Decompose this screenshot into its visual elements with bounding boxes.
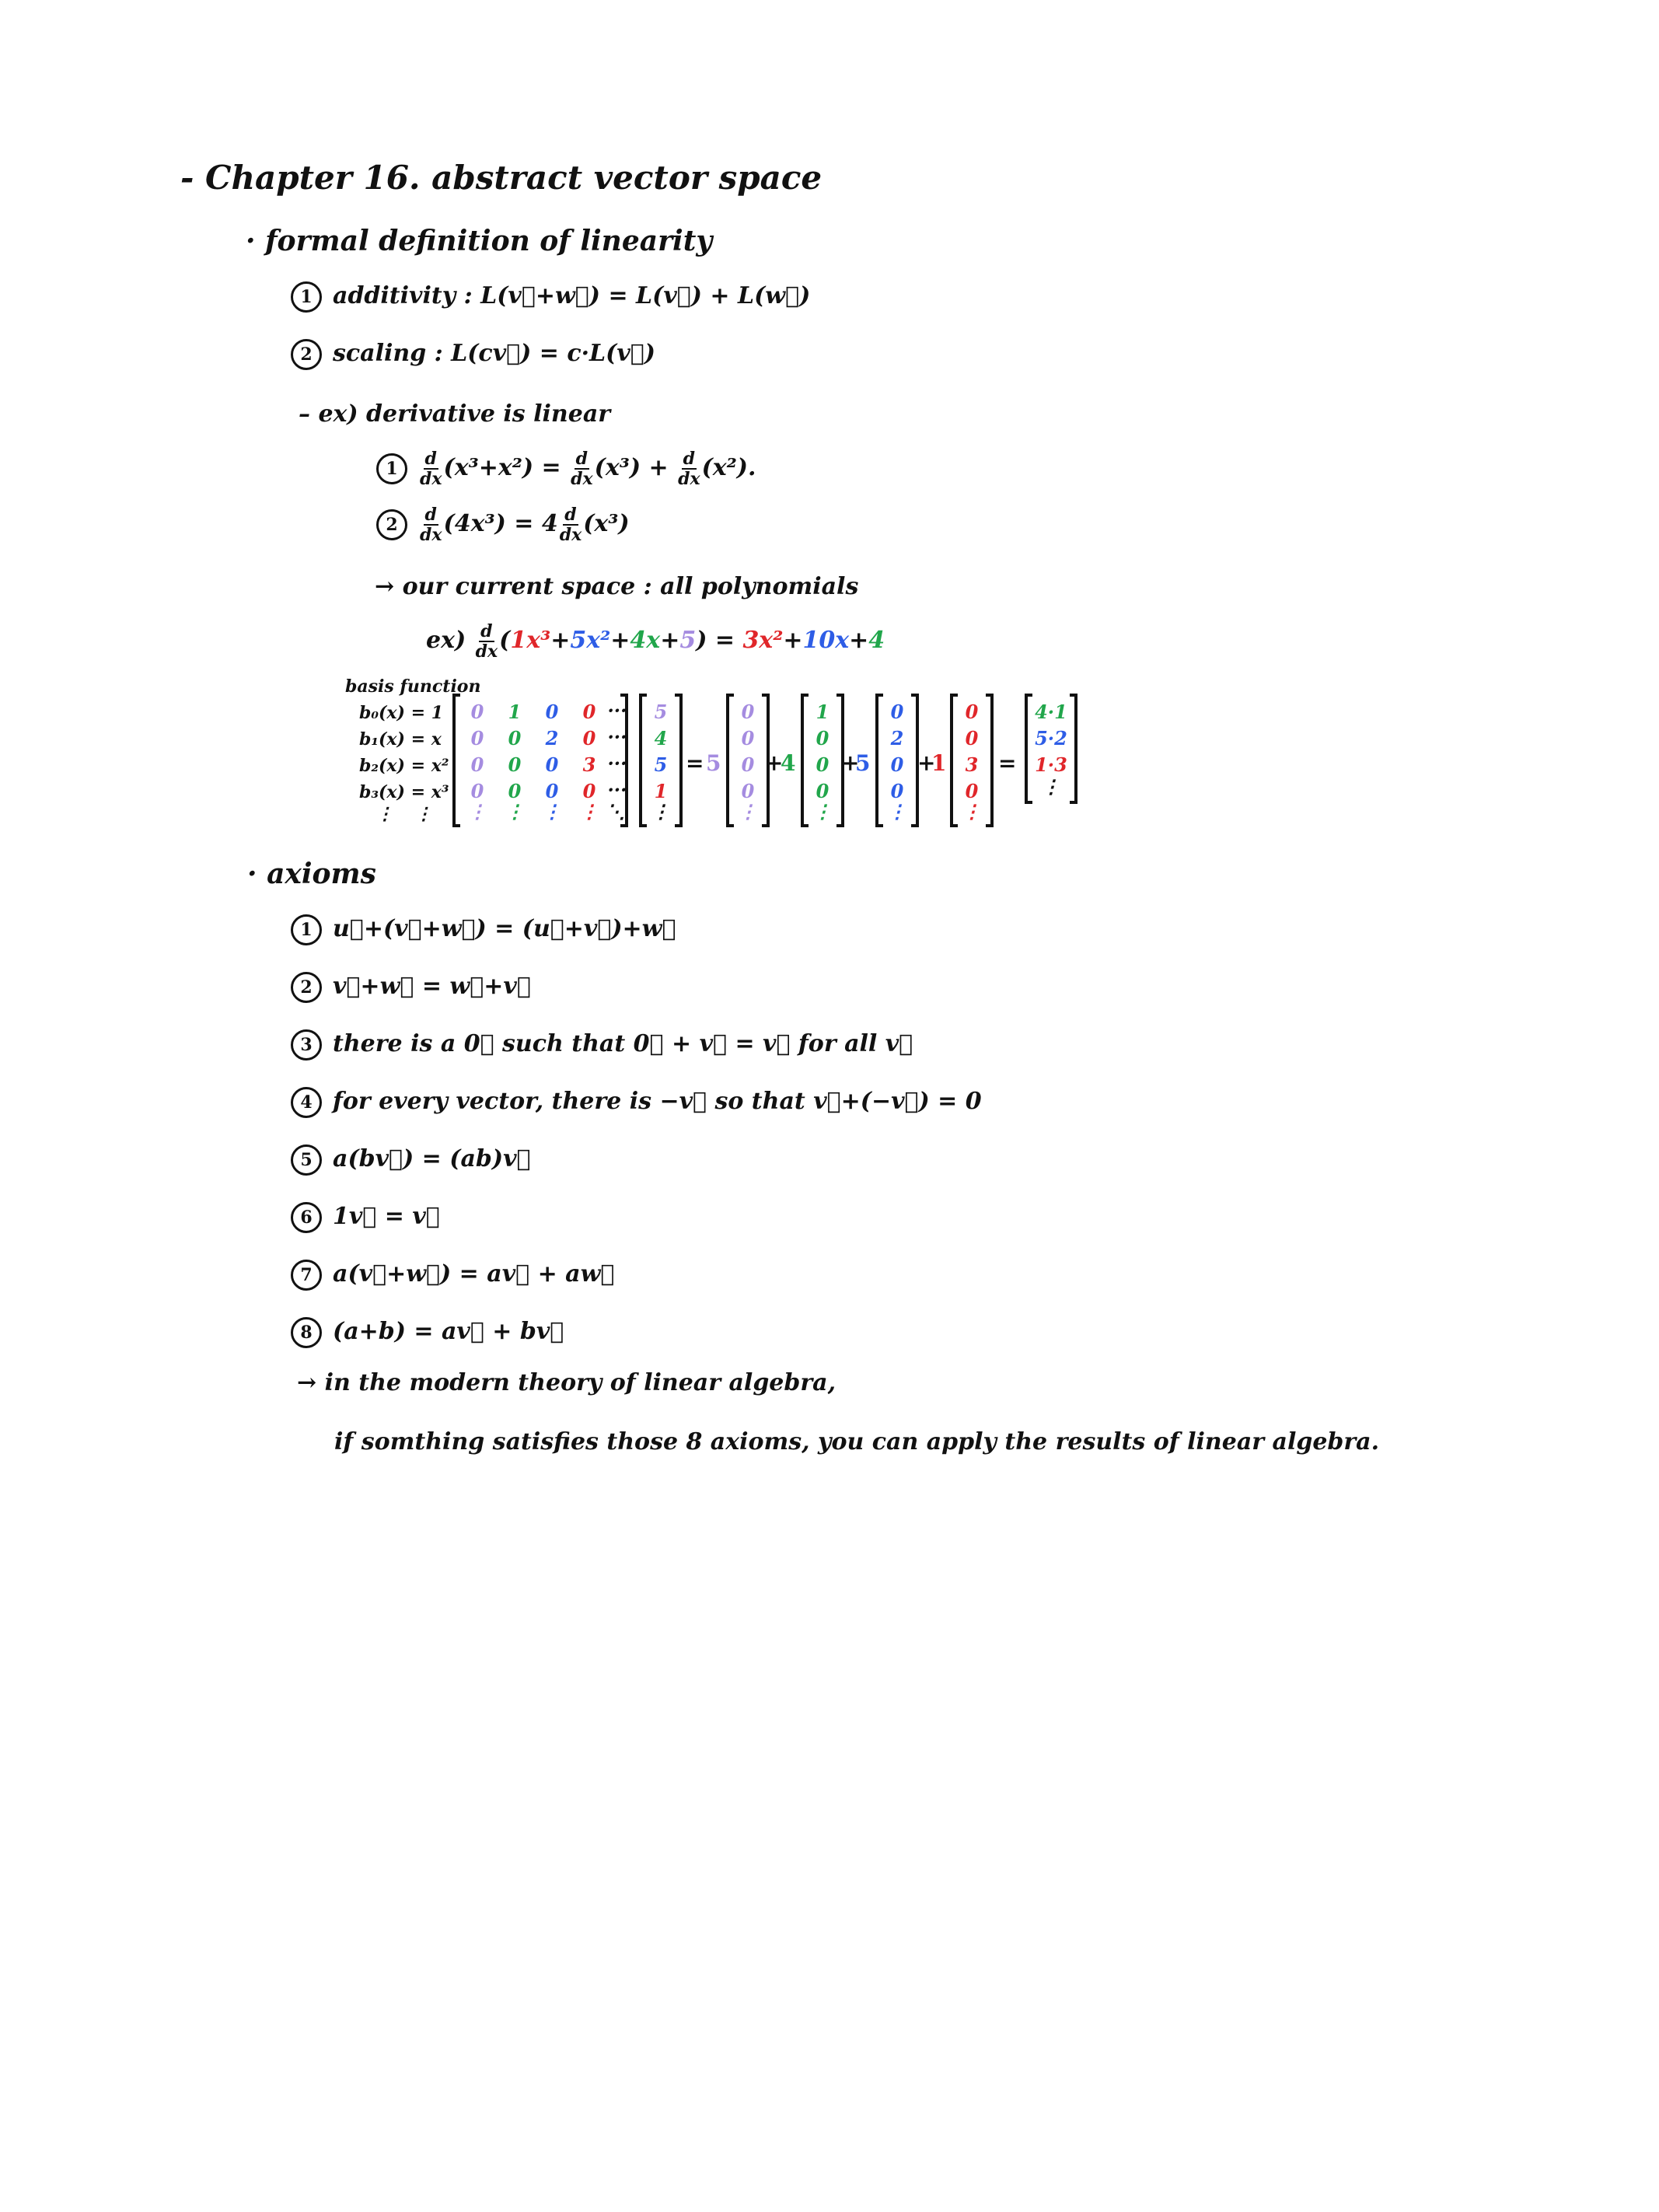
matrix-cell: 0 bbox=[508, 753, 522, 776]
number-badge: 3 bbox=[291, 1029, 322, 1061]
derivative-example-1: 1 $\frac{d}{dx}$ (x³+x²) = $\frac{d}{dx}$ (x³) + $\frac{d}{dx}$ (x²). bbox=[376, 449, 756, 488]
derivative-fraction: $\frac{d}{dx}$ bbox=[559, 505, 582, 546]
matrix-hdots: ··· bbox=[607, 778, 627, 801]
number-badge: 4 bbox=[291, 1087, 322, 1118]
number-badge: 7 bbox=[291, 1260, 322, 1291]
coefficient-scalar: 5 bbox=[855, 750, 871, 776]
number-badge: 2 bbox=[291, 972, 322, 1003]
additivity-rule bbox=[291, 281, 810, 313]
plus-sign: + bbox=[917, 750, 936, 776]
axiom-7: 7 a(v⃗+w⃗) = av⃗ + aw⃗ bbox=[291, 1260, 614, 1291]
basis-b0: b₀(x) = 1 bbox=[359, 703, 444, 723]
matrix-cell: 0 bbox=[508, 780, 522, 802]
matrix-cell: 0 bbox=[545, 753, 559, 776]
matrix-hdots: ··· bbox=[607, 699, 627, 722]
matrix-vdots: ⋮ bbox=[580, 800, 599, 823]
matrix-cell: 0 bbox=[582, 701, 596, 723]
vector-cell: 1 bbox=[816, 701, 830, 723]
matrix-ddots: ⋱ bbox=[606, 800, 625, 823]
matrix-cell: 1 bbox=[508, 701, 522, 723]
vector-cell: 3 bbox=[965, 753, 979, 776]
plus-sign: + bbox=[841, 750, 860, 776]
scaling-text: scaling : L(cv⃗) = c·L(v⃗) bbox=[333, 340, 655, 367]
matrix-cell: 0 bbox=[545, 701, 559, 723]
vector-cell: 0 bbox=[741, 753, 755, 776]
matrix-cell: 0 bbox=[508, 727, 522, 750]
vector-cell: 5 bbox=[654, 753, 668, 776]
equals-sign: = bbox=[686, 750, 704, 776]
result-vector bbox=[1025, 694, 1077, 804]
matrix-column-0 bbox=[726, 694, 770, 827]
equals-sign: = bbox=[998, 750, 1017, 776]
axiom-2: 2 v⃗+w⃗ = w⃗+v⃗ bbox=[291, 972, 531, 1003]
matrix-cell: 2 bbox=[545, 727, 559, 750]
basis-b1: b₁(x) = x bbox=[359, 729, 442, 750]
number-badge-1: 1 bbox=[291, 281, 322, 313]
vector-cell: 1 bbox=[654, 780, 668, 802]
vector-cell: 4·1 bbox=[1035, 701, 1067, 723]
matrix-cell: 0 bbox=[470, 753, 484, 776]
vector-cell: 0 bbox=[741, 701, 755, 723]
chapter-title: - Chapter 16. abstract vector space bbox=[180, 159, 823, 197]
vector-cell: 0 bbox=[890, 753, 904, 776]
axiom-6: 6 1v⃗ = v⃗ bbox=[291, 1202, 440, 1233]
number-badge: 8 bbox=[291, 1317, 322, 1348]
coefficient-scalar: 4 bbox=[781, 750, 796, 776]
number-badge: 1 bbox=[291, 914, 322, 945]
axioms-heading: · axioms bbox=[247, 858, 376, 890]
vector-vdots: ⋮ bbox=[651, 800, 670, 823]
axiom-5: 5 a(bv⃗) = (ab)v⃗ bbox=[291, 1144, 531, 1176]
vector-cell: 0 bbox=[965, 727, 979, 750]
vector-vdots: ⋮ bbox=[1042, 775, 1060, 798]
matrix-hdots: ··· bbox=[607, 752, 627, 774]
vector-cell: 0 bbox=[965, 780, 979, 802]
matrix-cell: 0 bbox=[470, 780, 484, 802]
matrix-cell: 0 bbox=[582, 727, 596, 750]
number-badge-2: 2 bbox=[291, 339, 322, 370]
basis-function-heading: basis function bbox=[345, 676, 481, 697]
vector-cell: 2 bbox=[890, 727, 904, 750]
plus-sign: + bbox=[765, 750, 784, 776]
number-badge-ex1: 1 bbox=[376, 453, 407, 484]
vector-cell: 0 bbox=[816, 753, 830, 776]
basis-b3: b₃(x) = x³ bbox=[359, 782, 449, 802]
derivative-example-2: 2 $\frac{d}{dx}$ (4x³) = 4 $\frac{d}{dx}$ (x³) bbox=[376, 505, 630, 544]
basis-b2: b₂(x) = x² bbox=[359, 756, 449, 776]
vector-cell: 0 bbox=[965, 701, 979, 723]
number-badge-ex2: 2 bbox=[376, 509, 407, 540]
coefficient-scalar: 5 bbox=[706, 750, 721, 776]
derivative-linear-heading: – ex) derivative is linear bbox=[299, 400, 611, 428]
derivative-fraction: $\frac{d}{dx}$ bbox=[678, 449, 700, 490]
vector-cell: 5 bbox=[654, 701, 668, 723]
vector-cell: 4 bbox=[654, 727, 668, 750]
basis-vdots: ⋮ bbox=[376, 804, 393, 824]
vector-cell: 0 bbox=[890, 780, 904, 802]
vector-cell: 0 bbox=[816, 780, 830, 802]
matrix-cell: 0 bbox=[470, 701, 484, 723]
formal-definition-heading: · formal definition of linearity bbox=[246, 225, 713, 257]
matrix-vdots: ⋮ bbox=[543, 800, 561, 823]
axiom-8: 8 (a+b) = av⃗ + bv⃗ bbox=[291, 1317, 564, 1348]
matrix-hdots: ··· bbox=[607, 725, 627, 748]
axiom-1: 1 u⃗+(v⃗+w⃗) = (u⃗+v⃗)+w⃗ bbox=[291, 914, 676, 945]
conclusion-line-2: if somthing satisfies those 8 axioms, you can apply the results of linear algebra. bbox=[334, 1428, 1380, 1455]
derivative-fraction: $\frac{d}{dx}$ bbox=[420, 449, 442, 490]
polynomial-example: ex) $\frac{d}{dx}$ (1x³+5x²+4x+5) = 3x²+10x+4 bbox=[426, 621, 885, 662]
vector-vdots: ⋮ bbox=[888, 800, 906, 823]
derivative-matrix bbox=[452, 694, 628, 827]
conclusion-line-1: → in the modern theory of linear algebra, bbox=[297, 1369, 836, 1396]
derivative-fraction: $\frac{d}{dx}$ bbox=[420, 505, 442, 546]
number-badge: 6 bbox=[291, 1202, 322, 1233]
vector-cell: 1·3 bbox=[1035, 753, 1067, 776]
coefficient-scalar: 1 bbox=[931, 750, 947, 776]
vector-cell: 0 bbox=[741, 727, 755, 750]
matrix-cell: 0 bbox=[470, 727, 484, 750]
derivative-fraction: $\frac{d}{dx}$ bbox=[571, 449, 593, 490]
basis-vdots: ⋮ bbox=[415, 804, 432, 824]
vector-cell: 0 bbox=[741, 780, 755, 802]
matrix-column-3 bbox=[950, 694, 994, 827]
vector-cell: 0 bbox=[816, 727, 830, 750]
current-space-note: → our current space : all polynomials bbox=[375, 573, 859, 600]
vector-vdots: ⋮ bbox=[739, 800, 757, 823]
matrix-column-2 bbox=[875, 694, 919, 827]
matrix-cell: 3 bbox=[582, 753, 596, 776]
matrix-cell: 0 bbox=[545, 780, 559, 802]
matrix-vdots: ⋮ bbox=[468, 800, 487, 823]
scaling-rule bbox=[291, 339, 655, 370]
vector-cell: 5·2 bbox=[1035, 727, 1067, 750]
vector-cell: 0 bbox=[890, 701, 904, 723]
axiom-3: 3 there is a 0⃗ such that 0⃗ + v⃗ = v⃗ for all v⃗ bbox=[291, 1029, 913, 1061]
matrix-vdots: ⋮ bbox=[505, 800, 524, 823]
number-badge: 5 bbox=[291, 1144, 322, 1176]
axiom-4: 4 for every vector, there is −v⃗ so that v⃗+(−v⃗) = 0 bbox=[291, 1087, 982, 1118]
matrix-column-1 bbox=[801, 694, 844, 827]
vector-vdots: ⋮ bbox=[962, 800, 981, 823]
matrix-cell: 0 bbox=[582, 780, 596, 802]
vector-vdots: ⋮ bbox=[813, 800, 832, 823]
derivative-fraction: $\frac{d}{dx}$ bbox=[475, 621, 498, 662]
coefficient-vector bbox=[639, 694, 683, 827]
additivity-text: additivity : L(v⃗+w⃗) = L(v⃗) + L(w⃗) bbox=[333, 282, 811, 309]
